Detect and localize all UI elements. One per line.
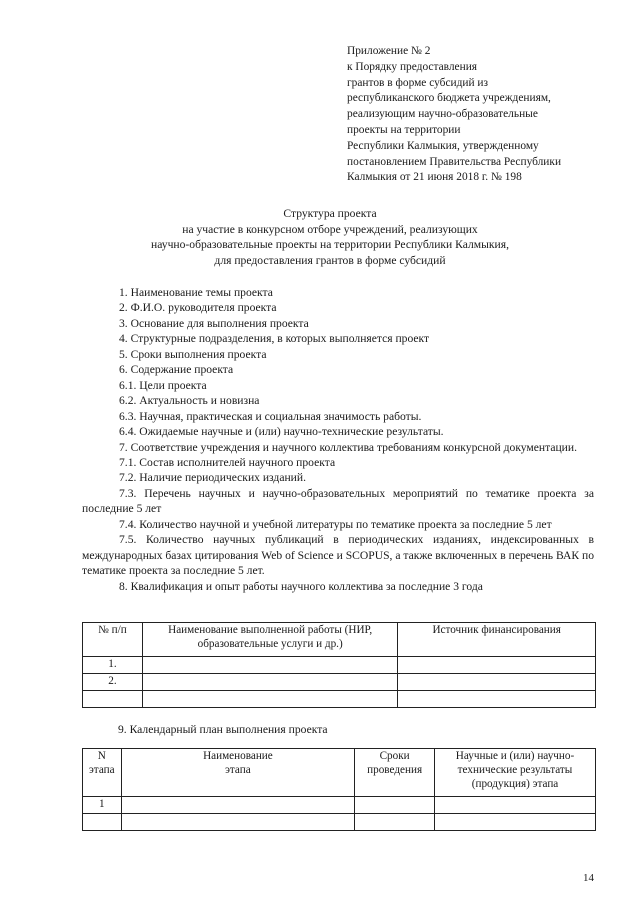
document-title xyxy=(90,206,570,268)
annex-line: реализующим научно-образовательные xyxy=(347,108,538,121)
table-header-cell: Научные и (или) научно-технические результаты (продукция) этапа xyxy=(435,749,596,797)
table-cell xyxy=(435,814,596,831)
table-cell xyxy=(398,674,596,691)
table-cell: 1 xyxy=(83,797,122,814)
annex-line: постановлением Правительства Республики xyxy=(347,155,562,168)
annex-line: Калмыкия от 21 июня 2018 г. № 198 xyxy=(347,171,522,184)
title-line: Структура проекта xyxy=(283,207,377,220)
table-header-cell: № п/п xyxy=(83,623,143,657)
table-cell xyxy=(142,691,397,708)
list-item: 6. Содержание проекта xyxy=(119,363,234,377)
table-header-cell: N этапа xyxy=(83,749,122,797)
qualification-table xyxy=(82,622,596,708)
annex-line: к Порядку предоставления xyxy=(347,60,478,73)
table-cell xyxy=(83,691,143,708)
table-header-row xyxy=(83,749,596,797)
annex-line: республиканского бюджета учреждениям, xyxy=(347,92,551,105)
list-item: 6.2. Актуальность и новизна xyxy=(119,394,260,408)
list-item: 7. Соответствие учреждения и научного коллектива требованиям конкурсной документации. xyxy=(119,440,577,454)
list-item: 3. Основание для выполнения проекта xyxy=(119,316,309,330)
table-row xyxy=(83,691,596,708)
table-cell xyxy=(355,814,435,831)
table-header-row xyxy=(83,623,596,657)
page-number: 14 xyxy=(583,872,594,884)
table-cell xyxy=(83,814,122,831)
annex-line: Республики Калмыкия, утвержденному xyxy=(347,139,539,152)
list-item: 7.3. Перечень научных и научно-образовательных мероприятий по тематике проекта за последние 5 лет xyxy=(82,486,594,516)
annex-line: Приложение № 2 xyxy=(347,45,431,57)
table-cell xyxy=(121,797,355,814)
list-item: 6.1. Цели проекта xyxy=(119,378,207,392)
list-item: 1. Наименование темы проекта xyxy=(119,286,273,299)
table-cell: 2. xyxy=(83,674,143,691)
calendar-plan-table xyxy=(82,748,596,831)
table-row xyxy=(83,657,596,674)
table-cell xyxy=(398,691,596,708)
table-cell xyxy=(121,814,355,831)
table-cell: 1. xyxy=(83,657,143,674)
table-cell xyxy=(355,797,435,814)
table-row xyxy=(83,797,596,814)
list-item: 4. Структурные подразделения, в которых выполняется проект xyxy=(119,332,430,346)
project-structure-list xyxy=(82,285,594,594)
section-9-heading: 9. Календарный план выполнения проекта xyxy=(118,723,328,736)
annex-line: проекты на территории xyxy=(347,123,461,136)
table-header-cell: Источник финансирования xyxy=(398,623,596,657)
list-item: 2. Ф.И.О. руководителя проекта xyxy=(119,301,277,315)
list-item: 7.4. Количество научной и учебной литературы по тематике проекта за последние 5 лет xyxy=(119,517,552,531)
table-row xyxy=(83,814,596,831)
title-line: для предоставления грантов в форме субсидий xyxy=(214,253,446,267)
list-item: 5. Сроки выполнения проекта xyxy=(119,347,267,361)
table-cell xyxy=(398,657,596,674)
title-line: на участие в конкурсном отборе учреждений, реализующих xyxy=(182,222,478,236)
table-cell xyxy=(142,674,397,691)
annex-line: грантов в форме субсидий из xyxy=(347,76,489,89)
table-cell xyxy=(435,797,596,814)
table-cell xyxy=(142,657,397,674)
list-item: 7.1. Состав исполнителей научного проекта xyxy=(119,455,336,469)
table-header-cell: Наименование этапа xyxy=(121,749,355,797)
list-item: 6.4. Ожидаемые научные и (или) научно-технические результаты. xyxy=(119,425,444,439)
table-row xyxy=(83,674,596,691)
table-header-cell: Наименование выполненной работы (НИР, образовательные услуги и др.) xyxy=(142,623,397,657)
annex-header xyxy=(347,44,617,186)
table-header-cell: Сроки проведения xyxy=(355,749,435,797)
list-item: 6.3. Научная, практическая и социальная значимость работы. xyxy=(119,409,422,423)
title-line: научно-образовательные проекты на территории Республики Калмыкия, xyxy=(151,238,509,251)
list-item: 7.5. Количество научных публикаций в периодических изданиях, индексированных в международных базах цитирования Web of Science и SCOPUS, а также включенных в перечень ВАК по тематике проекта за последние 5 лет. xyxy=(82,533,594,578)
list-item: 8. Квалификация и опыт работы научного коллектива за последние 3 года xyxy=(119,579,483,593)
list-item: 7.2. Наличие периодических изданий. xyxy=(119,471,306,485)
